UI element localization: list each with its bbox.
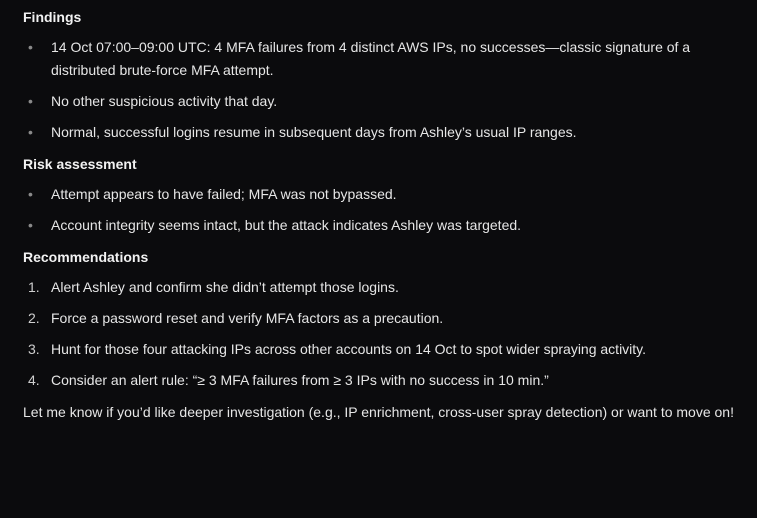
findings-item xyxy=(23,121,735,144)
findings-list xyxy=(23,36,735,144)
risk-list xyxy=(23,183,735,237)
recommendation-text: Hunt for those four attacking IPs across other accounts on 14 Oct to spot wider spraying activity. xyxy=(51,341,647,357)
recommendation-text: Force a password reset and verify MFA factors as a precaution. xyxy=(51,310,444,326)
recommendation-item xyxy=(23,369,735,392)
bullet-icon: • xyxy=(28,124,33,140)
bullet-icon: • xyxy=(28,39,33,55)
recommendation-number: 3. xyxy=(28,341,40,357)
recommendation-item xyxy=(23,338,735,361)
findings-item-text: No other suspicious activity that day. xyxy=(51,93,278,109)
recommendation-text: Alert Ashley and confirm she didn’t attempt those logins. xyxy=(51,279,399,295)
risk-heading: Risk assessment xyxy=(23,156,137,172)
recommendation-text: Consider an alert rule: “≥ 3 MFA failures from ≥ 3 IPs with no success in 10 min.” xyxy=(51,372,549,388)
risk-item xyxy=(23,183,735,206)
recommendations-heading: Recommendations xyxy=(23,249,149,265)
findings-item-text: 14 Oct 07:00–09:00 UTC: 4 MFA failures from 4 distinct AWS IPs, no successes—classic signature of a distributed brute-force MFA attempt. xyxy=(51,39,691,78)
findings-item xyxy=(23,90,735,113)
recommendation-item xyxy=(23,307,735,330)
closing-text: Let me know if you’d like deeper investigation (e.g., IP enrichment, cross-user spray detection) or want to move on! xyxy=(23,404,734,420)
bullet-icon: • xyxy=(28,186,33,202)
risk-item-text: Account integrity seems intact, but the attack indicates Ashley was targeted. xyxy=(51,217,522,233)
recommendation-number: 4. xyxy=(28,372,40,388)
recommendations-list xyxy=(23,276,735,392)
findings-item xyxy=(23,36,735,82)
findings-item-text: Normal, successful logins resume in subsequent days from Ashley’s usual IP ranges. xyxy=(51,124,577,140)
findings-heading: Findings xyxy=(23,9,82,25)
bullet-icon: • xyxy=(28,93,33,109)
recommendation-item xyxy=(23,276,735,299)
risk-item-text: Attempt appears to have failed; MFA was not bypassed. xyxy=(51,186,397,202)
recommendation-number: 2. xyxy=(28,310,40,326)
risk-item xyxy=(23,214,735,237)
recommendation-number: 1. xyxy=(28,279,40,295)
bullet-icon: • xyxy=(28,217,33,233)
